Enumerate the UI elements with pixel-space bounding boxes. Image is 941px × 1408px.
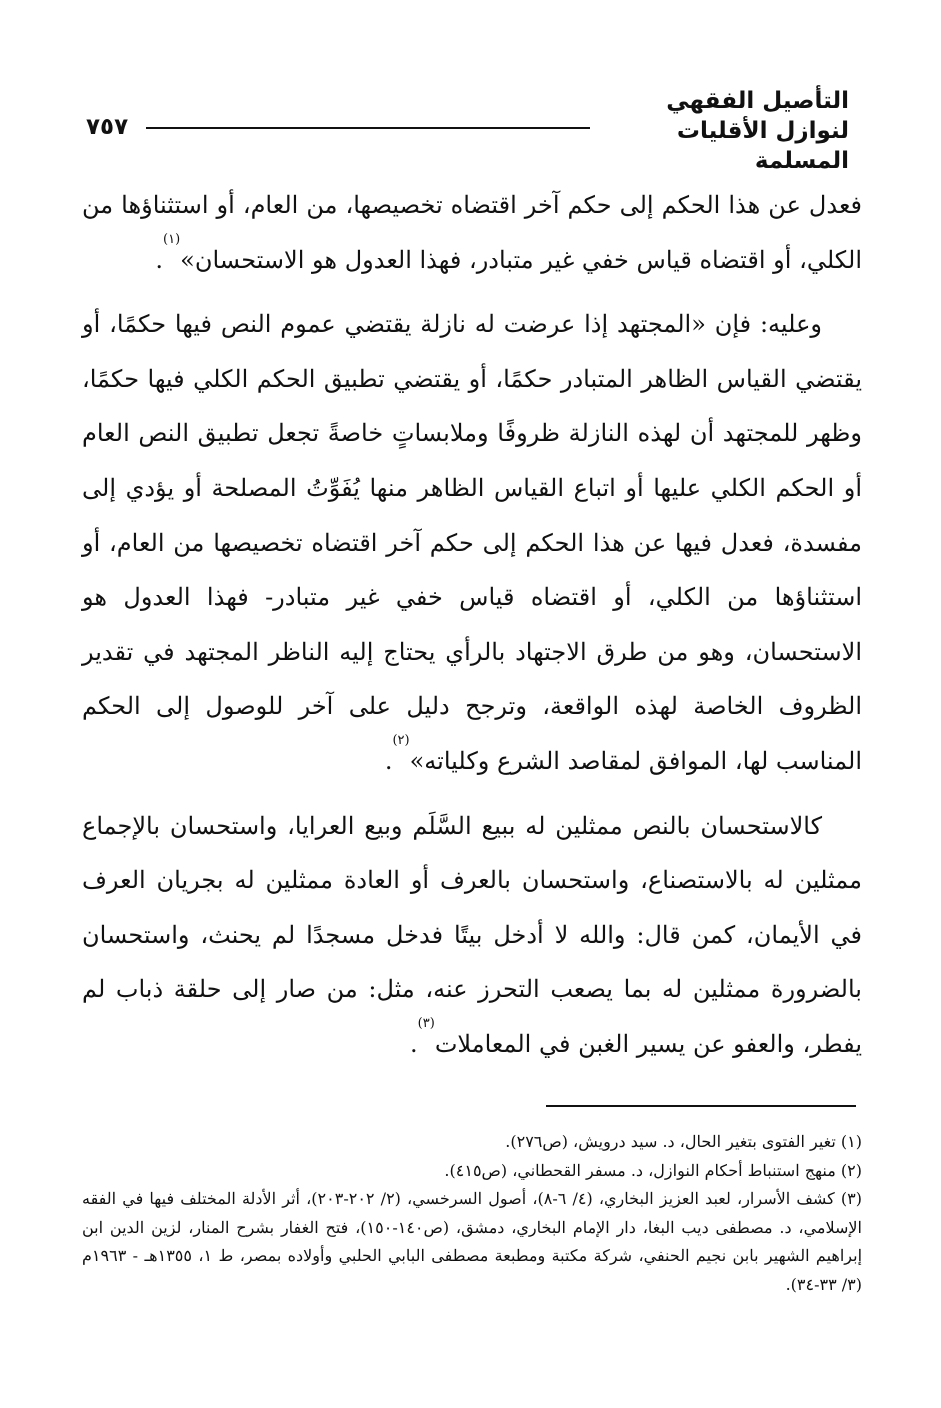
footnote-ref-3: (٣) — [417, 1015, 435, 1031]
paragraph-1-text: فعدل عن هذا الحكم إلى حكم آخر اقتضاه تخصيصها، من العام، أو استثناؤها من الكلي، أو اقتضاه قياس خفي غير متبادر، فهذا العدول هو الاستحسان» — [82, 191, 862, 274]
header-rule — [146, 127, 590, 129]
header-title-line2: لنوازل الأقليات المسلمة — [676, 118, 849, 174]
paragraph-3 — [82, 799, 862, 1072]
footnote-ref-1: (١) — [163, 231, 181, 247]
paragraph-3-text: كالاستحسان بالنص ممثلين له ببيع السَّلَم وبيع العرايا، واستحسان بالإجماع ممثلين له بالاستصناع، واستحسان بالعرف أو العادة ممثلين له بجريان العرف في الأيمان، كمن قال: والله لا أدخل بيتًا فدخل مسجدًا لم يحنث، واستحسان بالضرورة ممثلين له بما يصعب التحرز عنه، مثل: من صار إلى حلقة ذباب لم يفطر، والعفو عن يسير الغبن في المعاملات — [82, 811, 862, 1058]
paragraph-2-end: . — [384, 746, 393, 775]
paragraph-3-end: . — [410, 1029, 418, 1058]
footnote-1: (١) تغير الفتوى بتغير الحال، د. سيد درويش، (ص٢٧٦). — [505, 1132, 862, 1151]
footnote-separator — [546, 1105, 856, 1107]
paragraph-1 — [82, 178, 862, 287]
page-number: ٧٥٧ — [86, 114, 129, 140]
paragraph-2 — [82, 297, 862, 788]
paragraph-2-text: وعليه: فإن «المجتهد إذا عرضت له نازلة يقتضي عموم النص فيها حكمًا، أو يقتضي القياس الظاهر المتبادر حكمًا، أو يقتضي تطبيق الحكم الكلي فيها حكمًا، وظهر للمجتهد أن لهذه النازلة ظروفًا وملابساتٍ خاصةً تجعل تطبيق النص العام أو الحكم الكلي عليها أو اتباع القياس الظاهر منها يُفَوِّتُ المصلحة أو يؤدي إلى مفسدة، فعدل فيها عن هذا الحكم إلى حكم آخر اقتضاه تخصيصها من العام، أو استثناؤها من الكلي، أو اقتضاه قياس خفي غير متبادر- فهذا العدول هو الاستحسان، وهو من طرق الاجتهاد بالرأي يحتاج إليه الناظر المجتهد في تقدير الظروف الخاصة لهذه الواقعة، وترجح دليل على آخر للوصول إلى الحكم المناسب لها، الموافق لمقاصد الشرع وكلياته» — [82, 310, 863, 775]
footnote-ref-2: (٢) — [392, 732, 410, 748]
footnote-3: (٣) كشف الأسرار، لعبد العزيز البخاري، (٤/ ٦-٨)، أصول السرخسي، (٢/ ٢٠٢-٢٠٣)، أثر الأدلة المختلف فيها في الفقه الإسلامي، د. مصطفى ديب البغا، دار الإمام البخاري، دمشق، (ص١٤٠-١٥٠)، فتح الغفار بشرح المنار، لزين الدين ابن إبراهيم الشهير بابن نجيم الحنفي، شركة مكتبة ومطبعة مصطفى البابي الحلبي وأولاده بمصر، ط ١، ١٣٥٥هـ - ١٩٦٣م (٣/ ٣٣-٣٤). — [82, 1189, 863, 1294]
running-header — [589, 86, 849, 176]
footnotes — [82, 1128, 862, 1299]
header-title-line1: التأصيل الفقهي — [666, 88, 849, 114]
paragraph-1-end: . — [155, 245, 164, 274]
main-text — [82, 178, 862, 1072]
footnote-2: (٢) منهج استنباط أحكام النوازل، د. مسفر القحطاني، (ص٤١٥). — [444, 1160, 862, 1180]
